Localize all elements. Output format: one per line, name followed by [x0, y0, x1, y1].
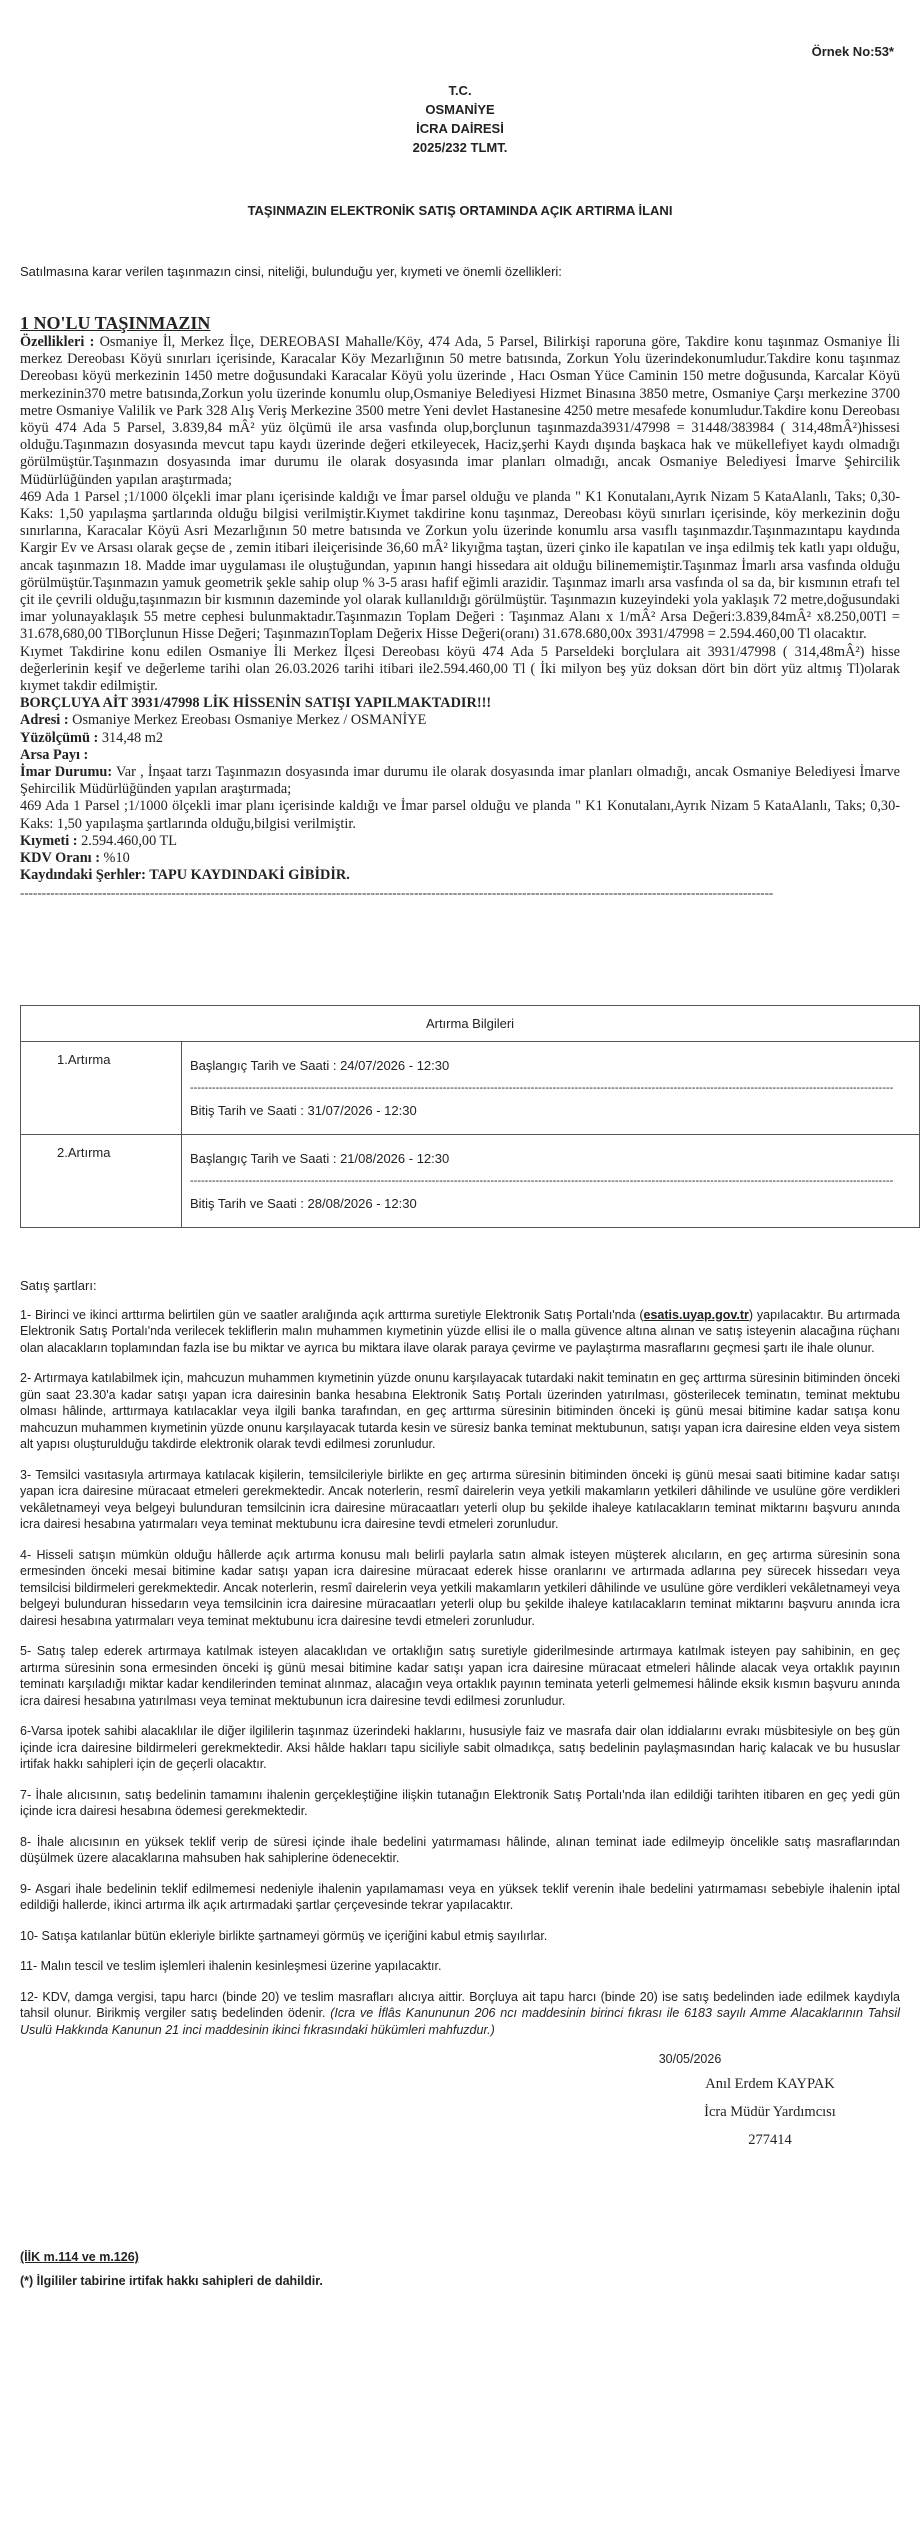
signature-block: [680, 2070, 860, 2154]
features-paragraph-2: 469 Ada 1 Parsel ;1/1000 ölçekli imar planı içerisinde kaldığı ve İmar parsel olduğu ve planda " K1 Konutalanı,Ayrık Nizam 5 KataAlanlı, Taks; 0,30- Kaks: 1,50 yapılaşma şartlarında olduğu bilgisi verilmiştir.Kıymet takdirine konu taşınmaz, Dereobası köyü sınırları içerisinde, köy merkezinin doğu sınırlarına, Karacalar Köyü Asri Mezarlığının 50 metre batısında ve Zorkun yolu üzerinde konumlu arsa vasıflı taşınmazdır.Taşınmazıntapu kaydında Kargir Ev ve Arsası olarak geçse de , zemin itibari ileiçerisinde 36,60 mÂ² likyığma taştan, üzeri çinko ile kapatılan ve inşa edilmiş tek katlı yapı olduğu, ancak taşınmazın 18. Madde imar uygulaması ile oluştuğundan, yapının hangi hissedara ait olduğu bilinememiştir.Taşınmaz İmarlı arsa vasfında olduğu görülmüştür.Taşınmazın yamuk geometrik şekle sahip olup % 3-5 arası hafif eğimli arazidir. Taşınmaz imarlı arsa vasfında ol sa da, bir kısmının etrafı tel çit ile çevrili olduğu,taşınmazın bir kısmının dazeminde yol olarak kullanıldığı görülmüştür. Taşınmazın kuzeyindeki yola yaklaşık 72 metre,doğusundaki imar yolunayaklaşık 55 metre cephesi bulunmaktadır.Taşınmazın Toplam Değeri : Taşınmaz Alanı x 1/mÂ² Arsa Değeri:3.839,84mÂ² x8.250,00Tl = 31.678,680,00 TlBorçlunun Hisse Değeri; TaşınmazınToplam Değerix Hisse Değeri(oranı) 31.678.680,00x 3931/47998 = 2.594.460,00 Tl olacaktır.: [20, 488, 900, 643]
start-label: Başlangıç Tarih ve Saati :: [190, 1150, 341, 1166]
value-line: [20, 833, 900, 850]
signatory-number: 277414: [748, 2132, 792, 2148]
auction-dates: [182, 1041, 920, 1134]
term-12-text: 12- KDV, damga vergisi, tapu harcı (binde 20) ve teslim masrafları alıcıya aittir. Borçluya ait tapu harcı (binde 20) ise satış bedelinden iade edilmek kaydıyla tahsil olunur. Birikmiş vergiler satış bedelinden ödenir.: [20, 1989, 900, 2020]
section-divider: ------------------------------------------------------------------------------------------------------------------------------------------------------------------------------: [20, 884, 774, 900]
esatis-link[interactable]: esatis.uyap.gov.tr: [643, 1307, 749, 1322]
auction-end: [190, 1093, 913, 1128]
vat-label: KDV Oranı :: [20, 850, 100, 867]
start-value: 24/07/2026 - 12:30: [340, 1057, 450, 1073]
term-1-text-end: ) yapılacaktır. Bu artırmada Elektronik Satış Portalı'nda verilecek tekliflerin malın muhammen kıymetinin yüzde ellisi ile o malla güvence altına alınan ve satış isteyenin alacağına rüçhanı olan alacakların toplamından fazla ise bu miktar ve ayrıca bu miktara ilave olarak paraya çevirme ve paylaştırma masraflarını geçmesi şartı ile ihale olunur.: [20, 1307, 901, 1355]
table-row: [21, 1134, 920, 1227]
auction-start: [190, 1048, 913, 1083]
area-value: 314,48 m2: [98, 729, 163, 746]
value-value: 2.594.460,00 TL: [77, 832, 177, 849]
vat-value: %10: [99, 850, 130, 867]
terms-heading: Satış şartları:: [20, 1277, 97, 1293]
term-7: 7- İhale alıcısının, satış bedelinin tamamını ihalenin gerçekleştiğine ilişkin tutanağın Elektronik Satış Portalı'nda ilan edildiği tarihten itibaren en geç yedi gün içinde icra dairesi hesabına ödemesi gerekmektedir.: [20, 1787, 900, 1818]
zoning-value: Var , İnşaat tarzı Taşınmazın dosyasında imar durumu ile olarak dosyasında imar planları olmadığı, ancak Osmaniye Belediyesi İmarve Şehircilik Müdürlüğünden yapılan araştırmada;: [20, 764, 900, 798]
end-value: 28/08/2026 - 12:30: [307, 1195, 417, 1211]
zoning-label: İmar Durumu:: [20, 764, 113, 781]
footnote: (*) İlgililer tabirine irtifak hakkı sahipleri de dahildir.: [20, 2274, 323, 2288]
term-1-text: 1- Birinci ve ikinci arttırma belirtilen gün ve saatler aralığında açık arttırma suretiyle Elektronik Satış Portalı'nda (: [20, 1307, 644, 1322]
term-12-note: (Icra ve İflâs Kanununun 206 ncı maddesinin birinci fıkrası ile 6183 sayılı Amme Alacaklarının Tahsil Usulü Hakkında Kanunun 21 inci maddesinin ikinci fıkrasındaki hükümleri mahfuzdur.): [20, 2006, 900, 2037]
start-value: 21/08/2026 - 12:30: [340, 1150, 450, 1166]
term-12: [20, 1989, 900, 2039]
auction-table-heading: Artırma Bilgileri: [21, 1005, 920, 1041]
office-header: [20, 81, 900, 157]
term-4: 4- Hisseli satışın mümkün olduğu hâllerde açık artırma konusu malı belirli paylarla satın almak isteyen müşterek alıcıların, en geç artırma süresinin sona ermesinden önceki mesai bitimine kadar satışı yapan icra dairesine müracaat ederek hisse oranlarını ve artırmada adlarına pey sürecek hissedarı veya temsilcisi bildirmeleri gerekmektedir. Ancak noterlerin, resmî dairelerin veya yetkili makamların yetkileri dâhilinde ve usulüne göre verdikleri vekâletnameyi veya belgeyi bulunduran hissedarın veya temsilcinin icra dairesine müracaatları yeterli olup bu şekilde ihaleye katılacakların teminat miktarını başvuru anında icra dairesi hesabına yatırmaları veya teminat mektubunu icra dairesine tevdi etmeleri zorunludur.: [20, 1547, 900, 1628]
vat-line: [20, 850, 900, 867]
address-label: Adresi :: [20, 712, 69, 729]
end-value: 31/07/2026 - 12:30: [307, 1102, 417, 1118]
term-5: 5- Satış talep ederek artırmaya katılmak isteyen alacaklıdan ve ortaklığın satış suretiyle giderilmesinde artırmaya katılmak isteyen pay sahibinin, en geç artırma süresinin sona ermesinden önceki iş günü mesai bitimine kadar satışı yapan icra dairesine müracaat etmeleri hâlinde alacak veya ortaklık payının teminatı karşıladığı miktar kadar kendilerinden teminat alınmaz, alacağın veya ortaklık payının teminata yeterli gelmemesi hâlinde eksik kısmın başvuru anında icra dairesi hesabına yatırılması veya teminat mektubunun icra dairesine tevdi edilmesi zorunludur.: [20, 1644, 900, 1708]
property-section-title: 1 NO'LU TAŞINMAZIN: [20, 313, 211, 333]
intro-text: Satılmasına karar verilen taşınmazın cinsi, niteliği, bulunduğu yer, kıymeti ve önemli özellikleri:: [20, 264, 562, 279]
signatory-name: Anıl Erdem KAYPAK: [705, 2076, 835, 2092]
auction-divider: ------------------------------------------------------------------------------------------------------------------------------------------------------------------------------------------------: [190, 1081, 894, 1094]
term-11: 11- Malın tescil ve teslim işlemleri ihalenin kesinleşmesi üzerine yapılacaktır.: [20, 1959, 442, 1973]
header-tc: T.C.: [448, 83, 472, 98]
auction-divider: ------------------------------------------------------------------------------------------------------------------------------------------------------------------------------------------------: [190, 1174, 894, 1187]
area-label: Yüzölçümü :: [20, 729, 99, 746]
registry-line: [20, 867, 900, 884]
form-number: Örnek No:53*: [811, 44, 894, 59]
term-9: 9- Asgari ihale bedelinin teklif edilmemesi nedeniyle ihalenin yapılamaması veya en yüksek teklif verenin ihale bedelini yatırmaması sebebiyle ihalenin iptal edildiği hallerde, ikinci artırma ilk açık artırmadaki şartlar çerçevesinde tekrar yapılacaktır.: [20, 1881, 900, 1912]
share-label: Arsa Payı :: [20, 746, 89, 763]
header-file-no: 2025/232 TLMT.: [412, 140, 508, 155]
header-office: İCRA DAİRESİ: [416, 121, 504, 136]
auction-dates: [182, 1134, 920, 1227]
zoning-line-2: 469 Ada 1 Parsel ;1/1000 ölçekli imar planı içerisinde kaldığı ve İmar parsel olduğu ve planda " K1 Konutalanı,Ayrık Nizam 5 KataAlanlı, Taks; 0,30- Kaks: 1,50 yapılaşma şartlarında olduğu,bilgisi verilmiştir.: [20, 798, 900, 832]
law-reference: (İİK m.114 ve m.126): [20, 2250, 139, 2264]
share-line: [20, 747, 900, 764]
end-label: Bitiş Tarih ve Saati :: [190, 1195, 308, 1211]
auction-name: 1.Artırma: [21, 1041, 182, 1134]
document-title: TAŞINMAZIN ELEKTRONİK SATIŞ ORTAMINDA AÇIK ARTIRMA İLANI: [247, 203, 673, 218]
term-2: 2- Artırmaya katılabilmek için, mahcuzun muhammen kıymetinin yüzde onunu karşılayacak tutardaki nakit teminatın en geç arttırma süresinin bitiminden önceki gün saat 23.30'a kadar satışı yapan icra dairesinin banka hesabına Elektronik Satış Portalı üzerinden yatırılması, gösterilecek teminatın, teminat mektubu olması hâlinde, arttırmaya katılacaklar veya ilgili banka tarafından, en geç arttırma süresinin bitiminden önceki iş günü mesai bitimine kadar satışa konu mahcuzun muhammen kıymetinin yüzde onunu karşılayacak tutarda kesin ve süresiz banka teminat mektubunun, satışı yapan icra dairesine elden veya sistem alt yapısı oluşturulduğu takdirde elektronik olarak tevdi edilmesi zorunludur.: [20, 1371, 900, 1451]
term-1: [20, 1307, 900, 1357]
registry-value: TAPU KAYDINDAKİ GİBİDİR.: [145, 867, 350, 884]
table-row: [21, 1041, 920, 1134]
signature-date: 30/05/2026: [658, 2052, 722, 2066]
features-text: Osmaniye İl, Merkez İlçe, DEREOBASI Mahalle/Köy, 474 Ada, 5 Parsel, Bilirkişi raporuna göre, Takdire konu taşınmaz Osmaniye İli merkez Dereobası Köyü sınırları içerisinde, Karacalar Köy Mezarlığının 50 metre batısında, Zorkun Yolu üzerindekonumludur.Takdire konu taşınmaz Dereobası köyü merkezinin 1450 metre doğusundaki Karacalar Köyü yolu üzerinde , Hacı Osman Yüce Caminin 150 metre doğusunda, Karcalar Köyü merkezinin370 metre batısında,Zorkun yolu üzerinde konumlu olup,Osmaniye Belediyesi Hizmet Binasına 3850 metre, Osmaniye Çarşı merkezine 3700 metre Osmaniye Valilik ve Park 328 Alış Veriş Merkezine 3500 metre Yeni devlet Hastanesine 4250 metre mesafede konumludur.Takdire konu Dereobası köyü 474 Ada 5 Parsel, 3.839,84 mÂ² yüz ölçümü ile arsa vasfında olup,borçlunun taşınmazda3931/47998 = 31448/383984 ( 314,48mÂ²)hissesi olduğu.Taşınmazın dosyasında mevcut tapu kaydı üzerinde değeri etkileyecek, Haciz,şerhi Kaydı dışında başkaca hak ve mükellefiyet kaydı olmadığı görülmüştür.Taşınmazın dosyasında imar durumu ile olarak dosyasında imar planları olmadığı, ancak Osmaniye Belediyesi İmarve Şehircilik Müdürlüğünden yapılan araştırmada;: [20, 334, 900, 488]
end-label: Bitiş Tarih ve Saati :: [190, 1102, 308, 1118]
address-value: Osmaniye Merkez Ereobası Osmaniye Merkez / OSMANİYE: [68, 712, 427, 729]
header-city: OSMANİYE: [425, 102, 495, 117]
property-details: [20, 334, 900, 885]
auction-table: [20, 1005, 920, 1228]
start-label: Başlangıç Tarih ve Saati :: [190, 1057, 341, 1073]
features-paragraph-3: Kıymet Takdirine konu edilen Osmaniye İli Merkez İlçesi Dereobası köyü 474 Ada 5 Parseldeki borçlulara ait 3931/47998 ( 314,48mÂ²) hisse değerlerinin keşif ve değerleme tarihi olan 26.03.2026 tarihi itibari ile2.594.460,00 Tl ( İki milyon beş yüz doksan dört bin dört yüz altmış Tl)olarak kıymet takdir edilmiştir.: [20, 643, 900, 695]
term-8: 8- İhale alıcısının en yüksek teklif verip de süresi içinde ihale bedelini yatırmaması hâlinde, alınan teminat iade edilmeyip öncelikle satış masraflarından düşülmek üzere alacaklarına mahsuben hak sahiplerine ödenecektir.: [20, 1834, 900, 1865]
signatory-title: İcra Müdür Yardımcısı: [704, 2104, 836, 2120]
address-line: [20, 712, 900, 729]
features-label: Özellikleri :: [20, 334, 95, 350]
share-notice: BORÇLUYA AİT 3931/47998 LİK HİSSENİN SATIŞI YAPILMAKTADIR!!!: [20, 695, 492, 712]
document-page: [10, 0, 910, 2328]
term-10: 10- Satışa katılanlar bütün ekleriyle birlikte şartnameyi görmüş ve içeriğini kabul etmiş sayılırlar.: [20, 1928, 548, 1943]
term-3: 3- Temsilci vasıtasıyla artırmaya katılacak kişilerin, temsilcileriyle birlikte en geç artırma süresinin bitiminden önceki iş günü mesai saati bitimine kadar satışı yapan icra dairesine müracaat etmeleri gerekmektedir. Ancak noterlerin, resmî dairelerin veya yetkili makamların yetkileri dâhilinde ve usulüne göre verdikleri vekâletnameyi veya belgeyi bulunduran temsilcinin icra dairesine müracaatları yeterli olup bu şekilde ihaleye katılacakların teminat miktarını başvuru anında icra dairesi hesabına yatırmaları veya teminat mektubunu icra dairesine tevdi etmeleri zorunludur.: [20, 1467, 900, 1531]
auction-start: [190, 1141, 913, 1176]
area-line: [20, 730, 900, 747]
zoning-line: [20, 764, 900, 798]
registry-label: Kaydındaki Şerhler:: [20, 867, 146, 884]
features-paragraph: [20, 334, 900, 489]
term-6: 6-Varsa ipotek sahibi alacaklılar ile diğer ilgililerin taşınmaz üzerindeki haklarını, hususiyle faiz ve masrafa dair olan iddialarını evrakı müsbitesiyle on beş gün içinde icra dairesine bildirmeleri gerekmektedir. Aksi hâlde hakları tapu siciliyle sabit olmadıkça, satış bedelinin paylaşmasından hariç kalacak ve bu hususlar irtifak hakkı sahipleri için de geçerli olacaktır.: [20, 1724, 900, 1771]
auction-end: [190, 1186, 913, 1221]
value-label: Kıymeti :: [20, 832, 78, 849]
auction-name: 2.Artırma: [21, 1134, 182, 1227]
sale-terms: [20, 1307, 900, 2039]
